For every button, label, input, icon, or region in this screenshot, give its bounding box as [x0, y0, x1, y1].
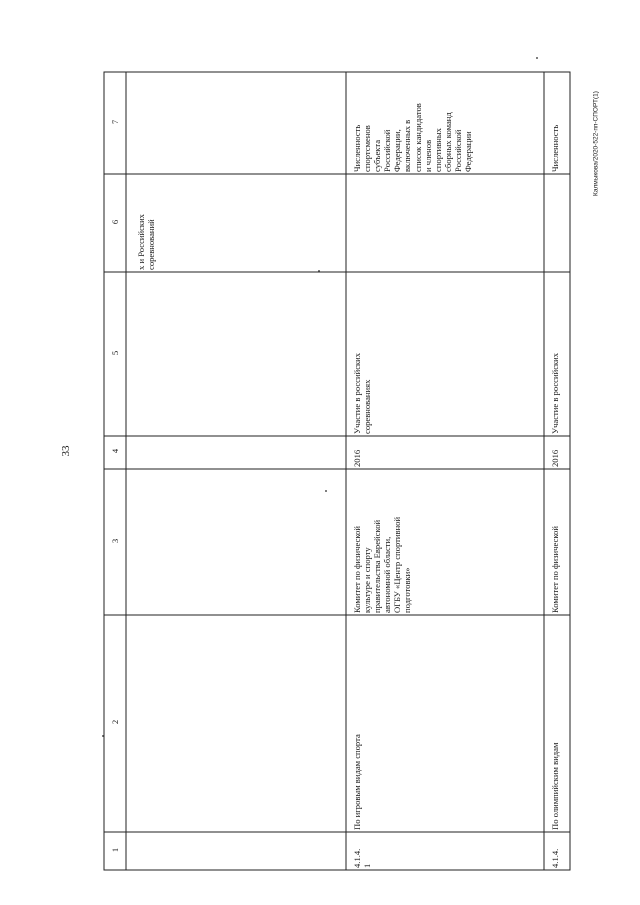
row-b-indicator: Численность	[550, 124, 560, 172]
row-a-executor-cell	[352, 516, 492, 674]
row-b-name: По олимпийским видам	[550, 742, 560, 830]
table-border	[104, 72, 570, 870]
row-a-indicator: Численность спортсменов субъекта Российской Федерации, включенных в список кандидатов и членов спортивных сборных команд Российской Федерации	[352, 103, 474, 172]
row-b-year-cell	[550, 449, 580, 477]
row-b-executor: Комитет по физической	[550, 526, 560, 613]
page-number: 33	[60, 445, 72, 457]
row-b-activity: Участие в российских	[550, 352, 560, 434]
row-a-indicator-cell	[352, 103, 474, 293]
row-a-year: 2016	[352, 449, 362, 467]
row-b-num-cell	[550, 848, 584, 878]
row-b-activity-cell	[550, 352, 640, 444]
row-a-name: По игровым видам спорта	[352, 734, 362, 830]
row-a-executor: Комитет по физической культуре и спорту правительства Еврейской автономной области, ОГБУ «Центр спортивной подготовки»	[352, 516, 413, 613]
row-a-activity: Участие в российских соревнованиях	[352, 352, 373, 434]
row-a-year-cell	[352, 449, 382, 477]
footer-code-text: Калмыкова/2020-522-пп-СПОРТ(1)	[592, 91, 600, 196]
continuation-col6-text: х и Российских соревнований	[136, 214, 157, 270]
continuation-col6-cell	[136, 214, 230, 290]
row-a-activity-cell	[352, 352, 510, 454]
row-b-num: 4.1.4.	[550, 848, 560, 868]
row-b-name-cell	[550, 742, 640, 840]
row-a-num-cell	[352, 848, 386, 888]
row-a-num: 4.1.4. 1	[352, 848, 373, 868]
row-b-year: 2016	[550, 449, 560, 467]
row-b-executor-cell	[550, 526, 640, 623]
